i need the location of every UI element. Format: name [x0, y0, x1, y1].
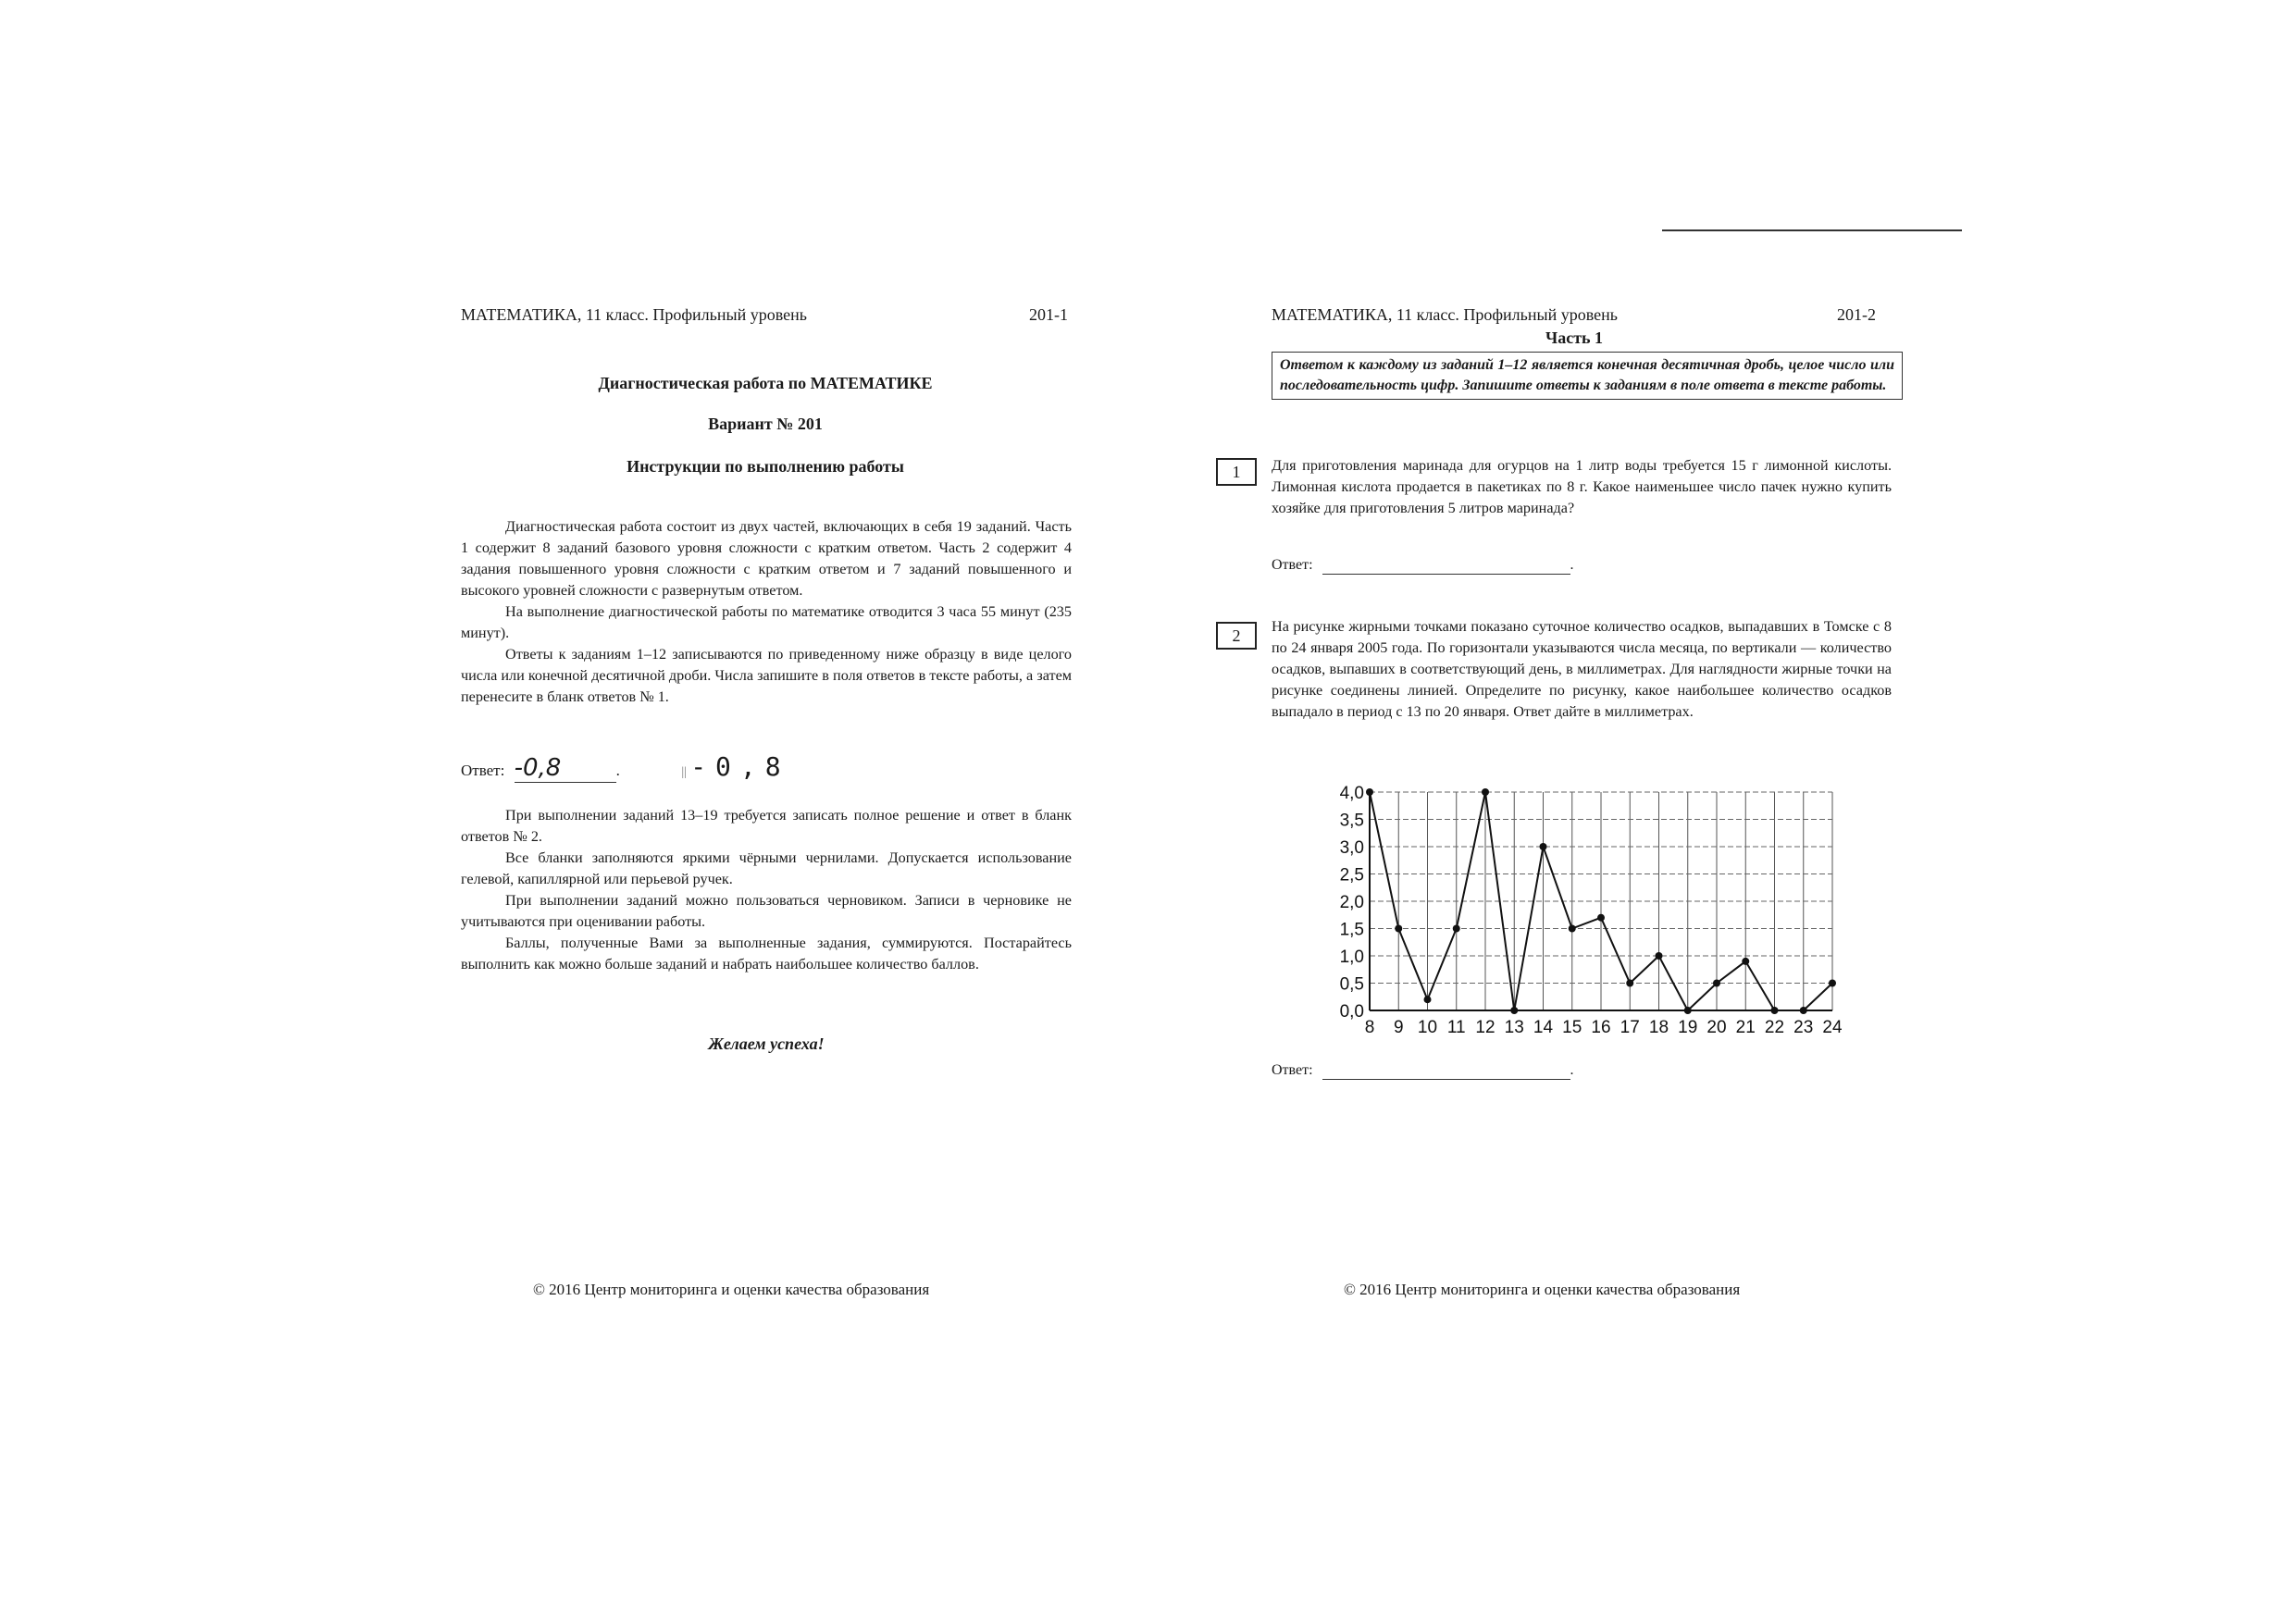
- page-code: 201-1: [1029, 305, 1068, 324]
- y-tick-label: 2,0: [1339, 893, 1364, 912]
- instruction-paragraph: На выполнение диагностической работы по математике отводится 3 часа 55 минут (235 минут).: [461, 603, 1072, 641]
- page-footer: © 2016 Центр мониторинга и оценки качества образования: [533, 1281, 930, 1298]
- y-tick-label: 1,5: [1339, 920, 1364, 940]
- sample-answer-field: [515, 754, 616, 783]
- task2-text: На рисунке жирными точками показано суточное количество осадков, выпадавших в Томске с 8 по 24 января 2005 года. По горизонтали указываются числа месяца, по вертикали — количество осадков, выпавших в соответствующий день, в миллиметрах. Для наглядности жирные точки на рисунке соединены линией. Определите по рисунку, какое наибольшее количество осадков выпадало в период с 13 по 20 января. Ответ дайте в миллиметрах.: [1272, 618, 1892, 720]
- x-tick-label: 20: [1706, 1018, 1727, 1037]
- page-footer: © 2016 Центр мониторинга и оценки качества образования: [1344, 1281, 1741, 1298]
- chart-grid: [1370, 792, 1832, 1010]
- y-tick-label: 3,5: [1339, 811, 1364, 831]
- x-tick-label: 18: [1648, 1018, 1669, 1037]
- answer-label: Ответ:: [1272, 557, 1313, 573]
- data-point: [1424, 996, 1432, 1003]
- instruction-paragraph: Диагностическая работа состоит из двух частей, включающих в себя 19 заданий. Часть 1 содержит 8 заданий базового уровня сложности с кратким ответом. Часть 2 содержит 4 задания повышенного уровня сложности с кратким ответом и 7 заданий повышенного и высокого уровней сложности с развернутым ответом.: [461, 518, 1072, 599]
- x-tick-label: 17: [1620, 1018, 1640, 1037]
- data-point: [1395, 925, 1402, 933]
- instruction-paragraph: При выполнении заданий можно пользоваться черновиком. Записи в черновике не учитываются при оценивании работы.: [461, 892, 1072, 930]
- x-tick-label: 14: [1533, 1018, 1554, 1037]
- precipitation-chart: [1314, 775, 1860, 1053]
- blank-cell-marker: ||: [681, 765, 687, 779]
- x-tick-label: 19: [1678, 1018, 1698, 1037]
- variant-number: Вариант № 201: [708, 415, 823, 433]
- x-tick-label: 23: [1793, 1018, 1814, 1037]
- x-tick-label: 22: [1764, 1018, 1785, 1037]
- task1-answer-field[interactable]: [1322, 557, 1570, 575]
- data-point: [1510, 1007, 1518, 1014]
- data-point: [1742, 958, 1749, 965]
- y-tick-label: 4,0: [1339, 784, 1364, 803]
- task2-answer-row: Ответ: .: [1272, 1062, 1574, 1078]
- sample-answer-label: Ответ:: [461, 762, 505, 779]
- data-point: [1656, 952, 1663, 960]
- data-point: [1569, 925, 1576, 933]
- data-point: [1453, 925, 1460, 933]
- task-number-box: 2: [1216, 622, 1257, 650]
- task1-text: Для приготовления маринада для огурцов на 1 литр воды требуется 15 г лимонной кислоты. Лимонная кислота продается в пакетиках по 8 г. Какое наименьшее число пачек нужно купить хозяйке для приготовления 5 литров маринада?: [1272, 457, 1892, 516]
- data-point: [1366, 788, 1373, 796]
- task1-answer-row: Ответ: .: [1272, 557, 1574, 573]
- x-tick-label: 16: [1591, 1018, 1611, 1037]
- x-tick-label: 24: [1822, 1018, 1843, 1037]
- data-point: [1771, 1007, 1779, 1014]
- page-header: МАТЕМАТИКА, 11 класс. Профильный уровень: [461, 305, 807, 324]
- instructions-body-top: [461, 516, 1072, 708]
- instructions-body-bottom: [461, 805, 1072, 975]
- x-tick-label: 9: [1393, 1018, 1404, 1037]
- y-tick-label: 1,0: [1339, 948, 1364, 967]
- data-point: [1684, 1007, 1692, 1014]
- y-tick-label: 2,5: [1339, 865, 1364, 886]
- instruction-paragraph: При выполнении заданий 13–19 требуется записать полное решение и ответ в бланк ответов № 2.: [461, 807, 1072, 845]
- handwritten-answer: -0,8: [514, 754, 562, 782]
- page-header: МАТЕМАТИКА, 11 класс. Профильный уровень: [1272, 305, 1618, 324]
- part-instruction-box: Ответом к каждому из заданий 1–12 является конечная десятичная дробь, целое число или последовательность цифр. Запишите ответы к заданиям в поле ответа в тексте работы.: [1272, 352, 1903, 400]
- x-tick-label: 12: [1475, 1018, 1496, 1037]
- data-point: [1597, 914, 1605, 922]
- data-point: [1713, 980, 1720, 987]
- x-tick-label: 11: [1446, 1018, 1466, 1037]
- y-tick-label: 3,0: [1339, 838, 1364, 858]
- answer-label: Ответ:: [1272, 1062, 1313, 1078]
- x-tick-label: 13: [1504, 1018, 1524, 1037]
- data-point: [1626, 980, 1633, 987]
- page-code: 201-2: [1837, 305, 1876, 324]
- task2-answer-field[interactable]: [1322, 1062, 1570, 1080]
- right-page: [1148, 0, 2296, 1623]
- x-tick-label: 10: [1417, 1018, 1438, 1037]
- data-point: [1482, 788, 1489, 796]
- y-tick-label: 0,0: [1339, 1002, 1364, 1022]
- task-number-box: 1: [1216, 458, 1257, 486]
- part-title: Часть 1: [1545, 328, 1604, 347]
- data-point: [1800, 1007, 1807, 1014]
- data-point: [1540, 843, 1547, 850]
- x-tick-label: 8: [1364, 1018, 1375, 1037]
- data-point: [1829, 980, 1836, 987]
- answer-blank-sample: -0,8: [690, 751, 790, 782]
- sample-answer-row: Ответ: -0,8 . || -0,8: [461, 751, 790, 782]
- document-title: Диагностическая работа по МАТЕМАТИКЕ: [598, 374, 933, 392]
- x-tick-label: 15: [1562, 1018, 1582, 1037]
- closing-wish: Желаем успеха!: [708, 1035, 825, 1053]
- instruction-paragraph: Все бланки заполняются яркими чёрными чернилами. Допускается использование гелевой, капиллярной или перьевой ручек.: [461, 849, 1072, 887]
- instructions-title: Инструкции по выполнению работы: [627, 457, 904, 476]
- instruction-paragraph: Ответы к заданиям 1–12 записываются по приведенному ниже образцу в виде целого числа или конечной десятичной дроби. Числа запишите в поля ответов в тексте работы, а затем перенесите в бланк ответов № 1.: [461, 646, 1072, 705]
- instruction-paragraph: Баллы, полученные Вами за выполненные задания, суммируются. Постарайтесь выполнить как можно больше заданий и набрать наибольшее количество баллов.: [461, 935, 1072, 973]
- y-tick-label: 0,5: [1339, 974, 1364, 995]
- x-tick-label: 21: [1735, 1018, 1756, 1037]
